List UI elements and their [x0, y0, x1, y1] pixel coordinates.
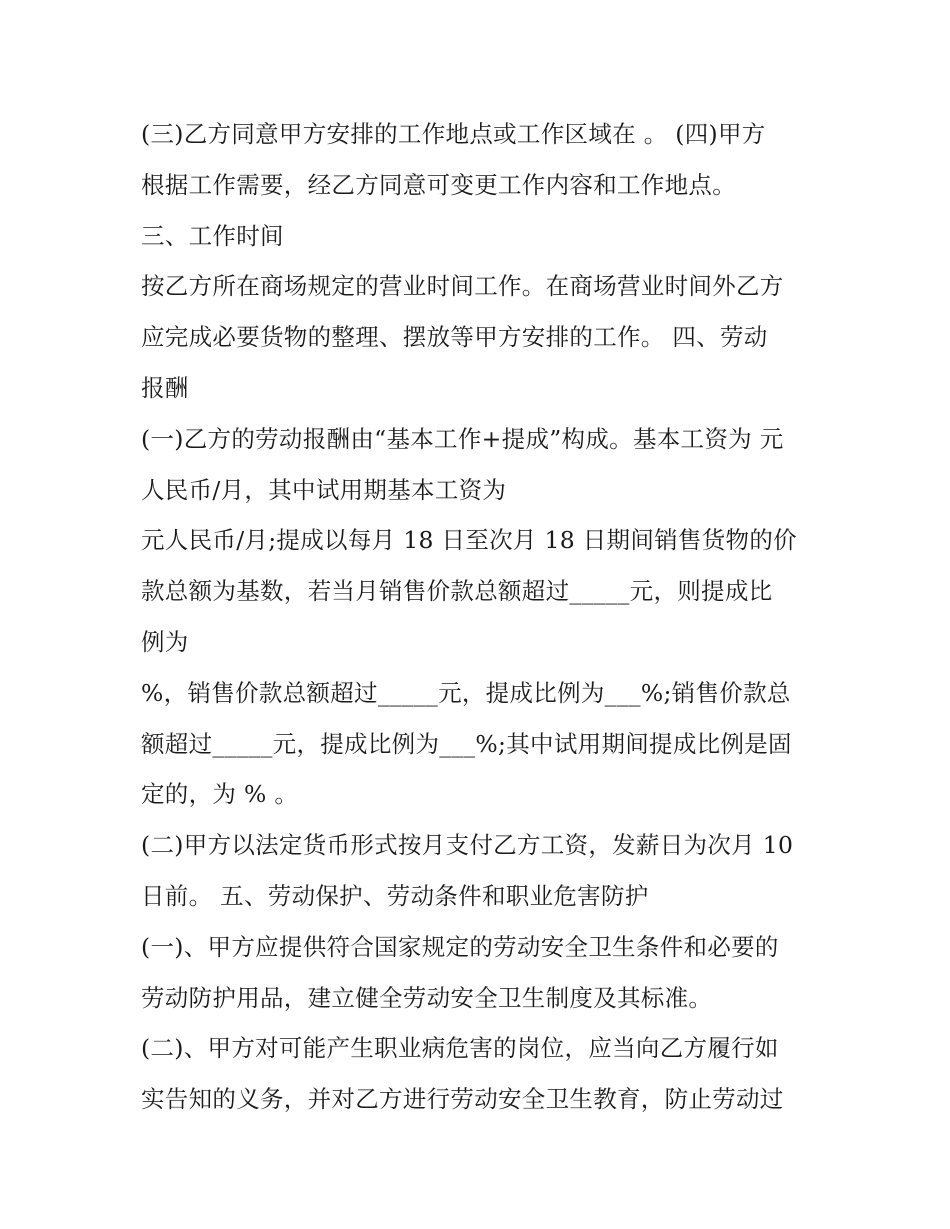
- text-line: 例为: [141, 627, 189, 656]
- text-line: 款总额为基数，若当月销售价款总额超过_____元，则提成比: [141, 577, 773, 606]
- text-line: 实告知的义务，并对乙方进行劳动安全卫生教育，防止劳动过: [141, 1085, 784, 1114]
- text-line: 根据工作需要，经乙方同意可变更工作内容和工作地点。: [141, 170, 736, 199]
- text-line: 额超过_____元，提成比例为___%;其中试用期间提成比例是固: [141, 729, 792, 758]
- text-line: 定的，为 % 。: [141, 780, 299, 809]
- text-line: 劳动防护用品，建立健全劳动安全卫生制度及其标准。: [141, 983, 713, 1012]
- text-line: 按乙方所在商场规定的营业时间工作。在商场营业时间外乙方: [141, 272, 784, 301]
- text-line: 应完成必要货物的整理、摆放等甲方安排的工作。 四、劳动: [141, 323, 768, 352]
- text-line: 日前。 五、劳动保护、劳动条件和职业危害防护: [141, 881, 649, 910]
- text-line: %，销售价款总额超过_____元，提成比例为___%;销售价款总: [141, 678, 791, 707]
- contract-text-body: [141, 109, 821, 1125]
- text-line: 报酬: [141, 373, 189, 402]
- text-line: (三)乙方同意甲方安排的工作地点或工作区域在 。 (四)甲方: [141, 120, 766, 148]
- text-line: (一)、甲方应提供符合国家规定的劳动安全卫生条件和必要的: [141, 932, 779, 961]
- text-line: 元人民币/月;提成以每月 18 日至次月 18 日期间销售货物的价: [141, 526, 797, 555]
- text-line: 人民币/月，其中试用期基本工资为: [141, 475, 507, 504]
- text-line: (二)、甲方对可能产生职业病危害的岗位，应当向乙方履行如: [141, 1034, 779, 1063]
- section-heading-work-hours: 三、工作时间: [141, 221, 284, 250]
- text-line: (二)甲方以法定货币形式按月支付乙方工资，发薪日为次月 10: [141, 831, 794, 860]
- text-line: (一)乙方的劳动报酬由“基本工作+提成”构成。基本工资为 元: [141, 424, 784, 453]
